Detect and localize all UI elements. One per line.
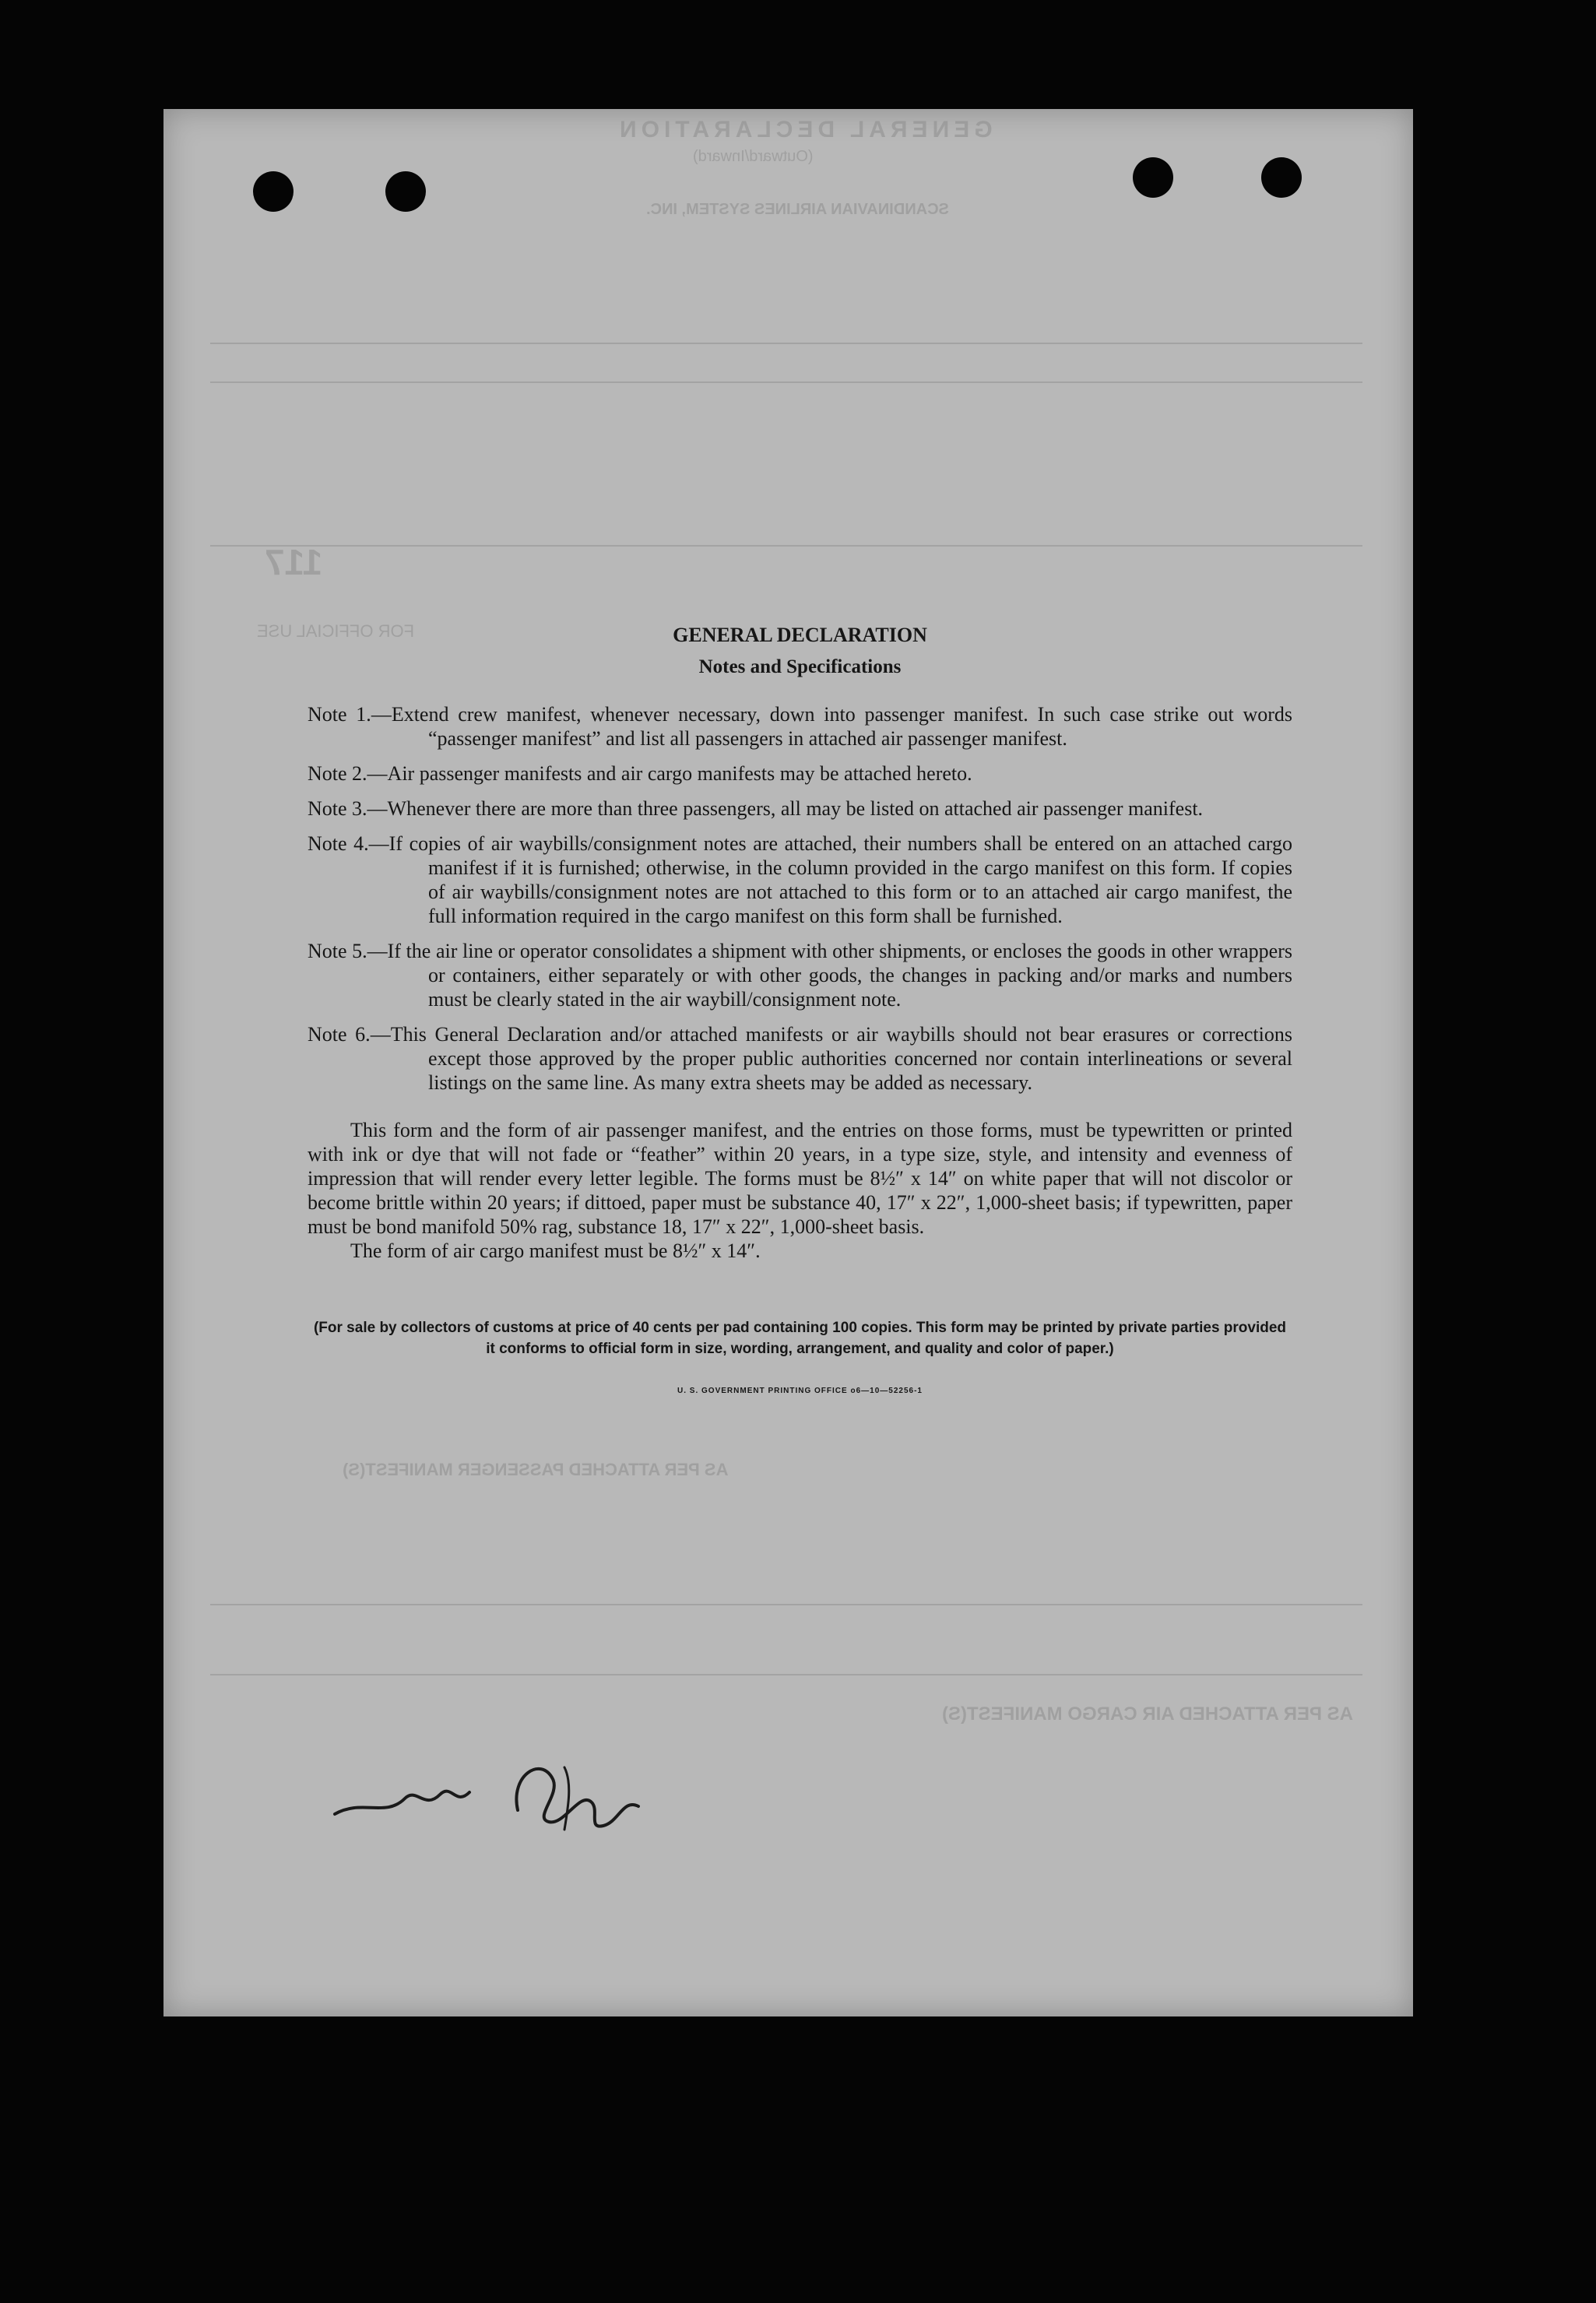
punch-hole-right xyxy=(1133,157,1173,198)
bleed-through-cargo: AS PER ATTACHED AIR CARGO MANIFEST(S) xyxy=(942,1704,1353,1725)
note-label: Note 4. xyxy=(308,832,369,855)
note-label: Note 5. xyxy=(308,940,367,962)
note-4 xyxy=(308,832,1292,928)
punch-hole-right-2 xyxy=(1261,157,1302,198)
cargo-manifest-size: The form of air cargo manifest must be 8½″ x 14″. xyxy=(350,1239,761,1262)
bleed-through-passenger: AS PER ATTACHED PASSENGER MANIFEST(S) xyxy=(343,1460,729,1479)
note-label: Note 2. xyxy=(308,762,367,785)
bleed-through-operator: SCANDINAVIAN AIRLINES SYSTEM, INC. xyxy=(646,201,949,218)
bleed-through-rule xyxy=(210,1674,1362,1675)
punch-hole-left xyxy=(253,171,294,212)
bleed-through-rule xyxy=(210,1604,1362,1605)
handwritten-signature xyxy=(331,1744,658,1837)
note-2 xyxy=(308,761,1292,786)
note-5 xyxy=(308,939,1292,1011)
printing-office-imprint: U. S. GOVERNMENT PRINTING OFFICE o6—10—52256-1 xyxy=(677,1387,923,1395)
bleed-through-number: 117 xyxy=(265,542,323,582)
document-title: GENERAL DECLARATION xyxy=(673,624,927,646)
note-text: —If the air line or operator consolidates a shipment with other shipments, or encloses the goods in other wrappers or containers, either separately or with other goods, the changes in packing and/or marks and numbers must be clearly stated in the air waybill/consignment note. xyxy=(367,940,1292,1011)
notes-content xyxy=(308,623,1292,1403)
note-text: —If copies of air waybills/consignment notes are attached, their numbers shall be entered on an attached cargo manifest if it is furnished; otherwise, in the column provided in the cargo manifest on this form. If copies of air waybills/consignment notes are not attached to this form or to an attached air cargo manifest, the full information required in the cargo manifest on this form shall be furnished. xyxy=(368,832,1292,927)
note-text: —This General Declaration and/or attached manifests or air waybills should not bear erasures or corrections except those approved by the proper public authorities concerned nor contain interlineations or several listings on the same line. As many extra sheets may be added as necessary. xyxy=(370,1023,1292,1094)
note-3 xyxy=(308,796,1292,821)
sale-notice: (For sale by collectors of customs at price of 40 cents per pad containing 100 copies. This form may be printed by private parties provided it conforms to official form in size, wording, arrangement, and quality and color of paper.) xyxy=(313,1320,1287,1357)
specifications-paragraph: This form and the form of air passenger manifest, and the entries on those forms, must be typewritten or printed with ink or dye that will not fade or “feather” within 20 years, in a type size, style, and intensity and evenness of impression that will render every letter legible. The forms must be 8½″ x 14″ on white paper that will not discolor or become brittle within 20 years; if dittoed, paper must be substance 40, 17″ x 22″, 1,000-sheet basis; if typewritten, paper must be bond manifold 50% rag, substance 18, 17″ x 22″, 1,000-sheet basis. xyxy=(308,1119,1292,1238)
punch-hole-left-2 xyxy=(385,171,426,212)
note-6 xyxy=(308,1022,1292,1095)
bleed-through-official: FOR OFFICIAL USE xyxy=(257,621,415,641)
bleed-through-rule xyxy=(210,545,1362,547)
document-subtitle: Notes and Specifications xyxy=(698,656,902,677)
bleed-through-subtitle: (Outward/Inward) xyxy=(693,148,814,165)
note-label: Note 1. xyxy=(308,703,371,726)
note-label: Note 6. xyxy=(308,1023,371,1046)
bleed-through-rule xyxy=(210,343,1362,344)
note-text: —Whenever there are more than three passengers, all may be listed on attached air passenger manifest. xyxy=(367,797,1204,820)
note-label: Note 3. xyxy=(308,797,367,820)
bleed-through-title: GENERAL DECLARATION xyxy=(615,117,993,142)
bleed-through-rule xyxy=(210,381,1362,383)
note-text: —Extend crew manifest, whenever necessary, down into passenger manifest. In such case strike out words “passenger manifest” and list all passengers in attached air passenger manifest. xyxy=(371,703,1292,750)
note-1 xyxy=(308,702,1292,751)
document-page xyxy=(163,109,1413,2016)
note-text: —Air passenger manifests and air cargo manifests may be attached hereto. xyxy=(367,762,972,785)
